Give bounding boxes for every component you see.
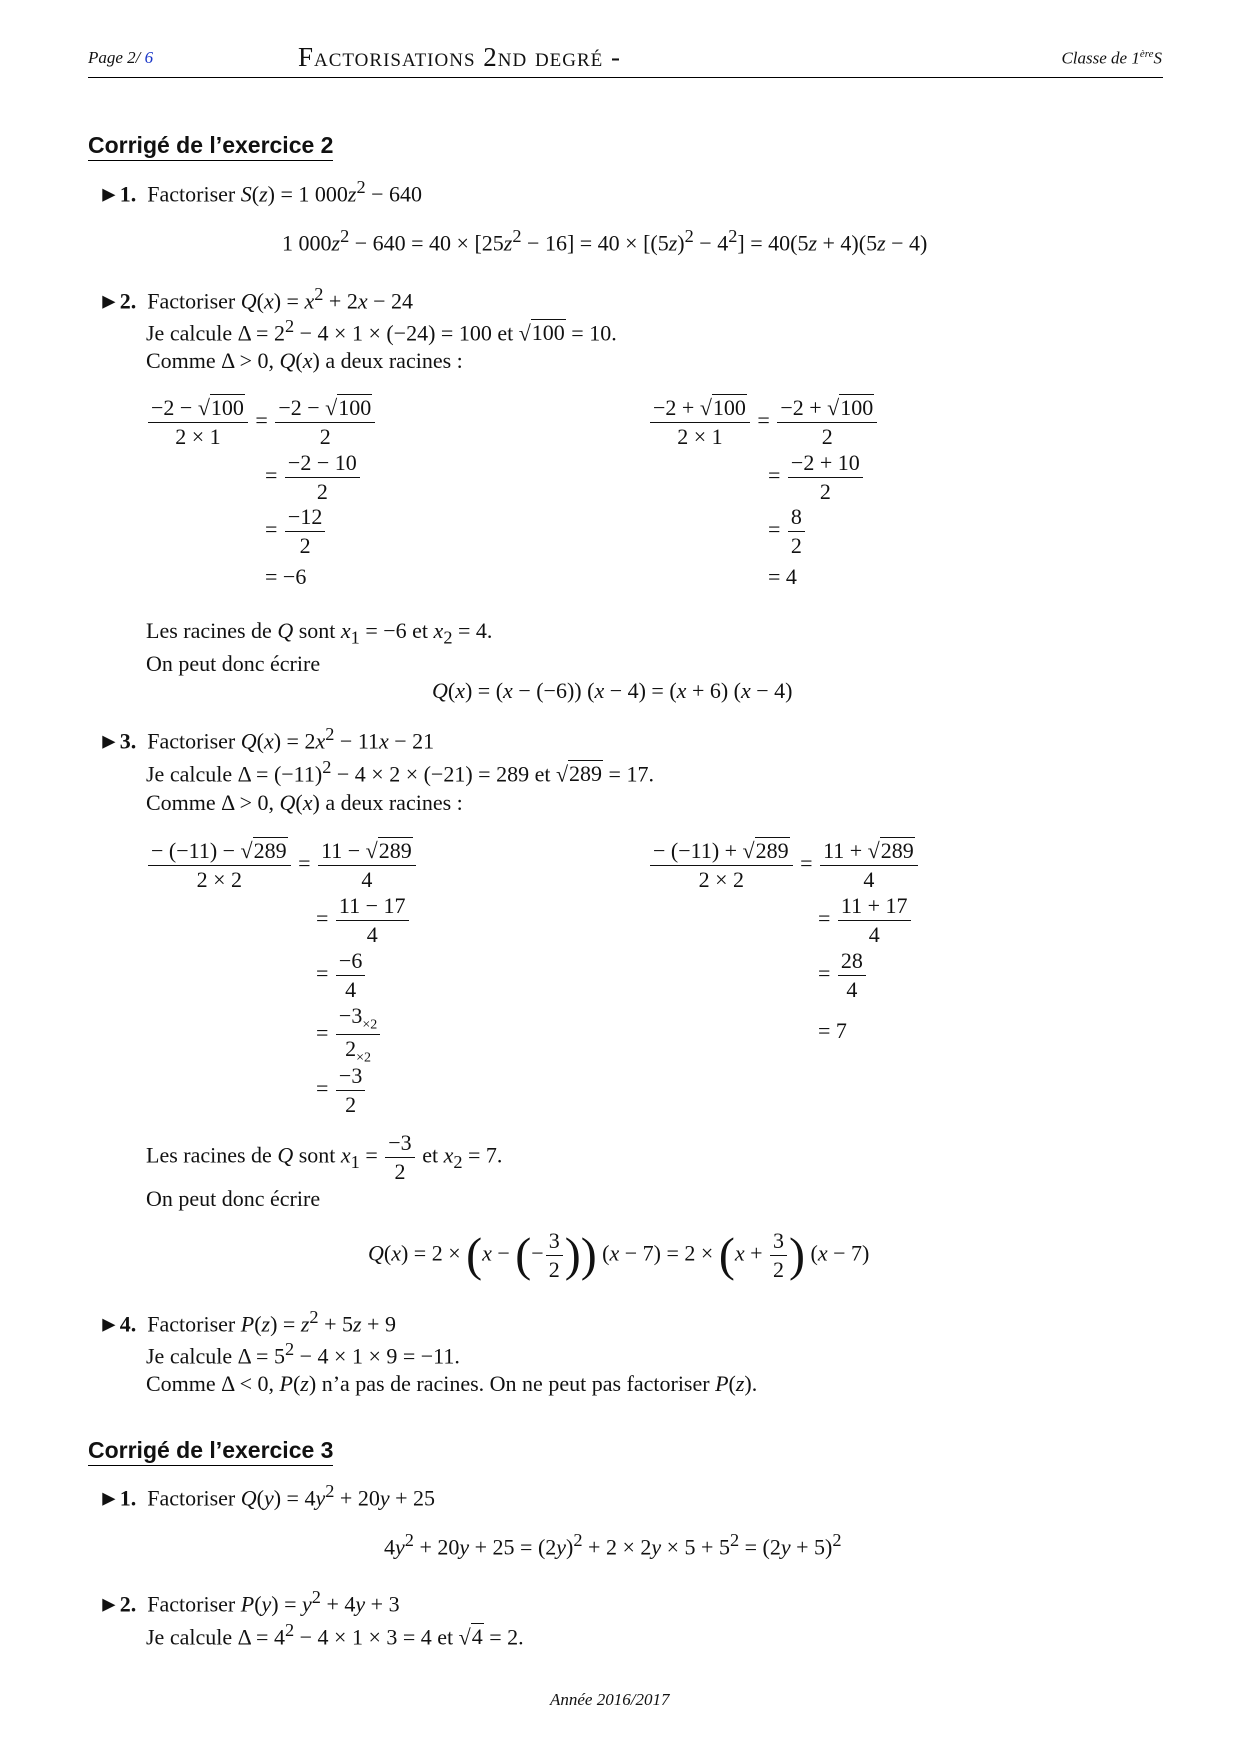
ex2-q2-root1-line3: = $\frac{-12}{2}$ xyxy=(265,504,327,559)
ex3-q1-result: $4y^2 + 20y + 25 = (2y)^2 + 2 \times 2y \times 5 + 5^2 = (2y + 5)^2$ xyxy=(384,1530,842,1560)
ex2-q3-comme: Comme Δ > 0, Q(x) a deux racines : xyxy=(146,790,463,815)
ex2-q2-root2-line3: = $\frac{8}{2}$ xyxy=(768,504,807,559)
ex2-q2-comme: Comme Δ > 0, Q(x) a deux racines : xyxy=(146,348,463,373)
footer-year: Année 2016/2017 xyxy=(550,1690,670,1709)
ex2-q3-root2-line3: = $\frac{28}{4}$ xyxy=(818,948,868,1003)
ex2-q3-delta: Je calcule $\Delta = (-11)^2 - 4 \times 2 \times (-21) = 289$ et √289 = 17. xyxy=(146,757,654,787)
ex2-q2-onpeut: On peut donc écrire xyxy=(146,651,321,676)
ex2-q2-root1-line1: $\frac{-2 - √100}{2 \times 1}$ = $\frac{-2 - √100}{2}$ xyxy=(146,395,377,450)
ex2-q2-root2-line1: $\frac{-2 + √100}{2 \times 1}$ = $\frac{-2 + √100}{2}$ xyxy=(648,395,879,450)
ex2-q4-delta: Je calcule $\Delta = 5^2 - 4 \times 1 \times 9 = -11$. xyxy=(146,1339,460,1369)
ex2-q4-conclusion: Comme Δ < 0, P(z) n’a pas de racines. On ne peut pas factoriser P(z). xyxy=(146,1371,758,1396)
ex2-q2-statement: ►2. Factoriser $Q(x) = x^2 + 2x - 24$ xyxy=(98,284,414,314)
ex2-q3-root2-line4: = 7 xyxy=(818,1018,847,1043)
ex2-q4-statement: ►4. Factoriser $P(z) = z^2 + 5z + 9$ xyxy=(98,1307,396,1337)
ex2-q2-root2-line2: = $\frac{-2 + 10}{2}$ xyxy=(768,450,865,505)
ex2-q3-root1-line4: = $\frac{-3_{\times 2}}{2_{\times 2}}$ xyxy=(316,1003,382,1067)
ex2-q2-roots: Les racines de Q sont $x_1 = -6$ et $x_2 = 4$. xyxy=(146,618,493,648)
class-label: Classe de 1èreS xyxy=(1061,48,1162,68)
page-number: Page 2/ 6 xyxy=(88,48,154,67)
header-rule xyxy=(88,77,1163,78)
ex2-q3-statement: ►3. Factoriser $Q(x) = 2x^2 - 11x - 21$ xyxy=(98,724,435,754)
ex2-q1-result: 1 $000z^2 - 640 = 40 \times [25z^2 - 16] = 40 \times [(5z)^2 - 4^2] = 40(5z + 4)(5z - 4)$ xyxy=(282,226,928,256)
ex2-q3-factorized: Q(x) = 2 × (x − (− $\frac{3}{2}$ )) (x − 7) = 2 × (x + $\frac{3}{2}$ ) (x − 7) xyxy=(368,1228,870,1282)
ex3-q2-delta: Je calcule $\Delta = 4^2 - 4 \times 1 \times 3 = 4$ et √4 = 2. xyxy=(146,1620,524,1650)
ex3-q2-statement: ►2. Factoriser $P(y) = y^2 + 4y + 3$ xyxy=(98,1587,400,1617)
page-title: Factorisations 2nd degré - xyxy=(298,42,622,72)
section-title-ex3: Corrigé de l’exercice 3 xyxy=(88,1437,333,1466)
ex2-q3-root1-line5: = $\frac{-3}{2}$ xyxy=(316,1063,367,1118)
ex2-q2-root1-line4: = −6 xyxy=(265,564,307,589)
ex2-q2-delta: Je calcule $\Delta = 2^2 - 4 \times 1 \times (-24) = 100$ et √100 = 10. xyxy=(146,316,617,346)
ex2-q3-roots: Les racines de Q sont $x_1$ = $\frac{-3}{2}$ et $x_2 = 7$. xyxy=(146,1130,503,1184)
ex2-q2-factorized: Q(x) = (x − (−6)) (x − 4) = (x + 6) (x − 4) xyxy=(432,678,793,703)
ex2-q3-root2-line2: = $\frac{11 + 17}{4}$ xyxy=(818,893,913,948)
ex2-q3-onpeut: On peut donc écrire xyxy=(146,1186,321,1211)
ex2-q3-root1-line2: = $\frac{11 - 17}{4}$ xyxy=(316,893,411,948)
ex2-q3-root1-line1: $\frac{- (-11) - √289}{2 \times 2}$ = $\frac{11 - √289}{4}$ xyxy=(146,838,418,893)
page-total-link[interactable]: 6 xyxy=(144,48,154,67)
ex2-q3-root1-line3: = $\frac{-6}{4}$ xyxy=(316,948,367,1003)
ex2-q2-root2-line4: = 4 xyxy=(768,564,797,589)
ex2-q3-root2-line1: $\frac{- (-11) + √289}{2 \times 2}$ = $\frac{11 + √289}{4}$ xyxy=(648,838,920,893)
section-title-ex2: Corrigé de l’exercice 2 xyxy=(88,132,333,161)
ex2-q1-statement: ►1. Factoriser S(z) = 1 $000z^2 - 640$ xyxy=(98,177,423,207)
ex2-q2-root1-line2: = $\frac{-2 - 10}{2}$ xyxy=(265,450,362,505)
ex3-q1-statement: ►1. Factoriser $Q(y) = 4y^2 + 20y + 25$ xyxy=(98,1481,436,1511)
